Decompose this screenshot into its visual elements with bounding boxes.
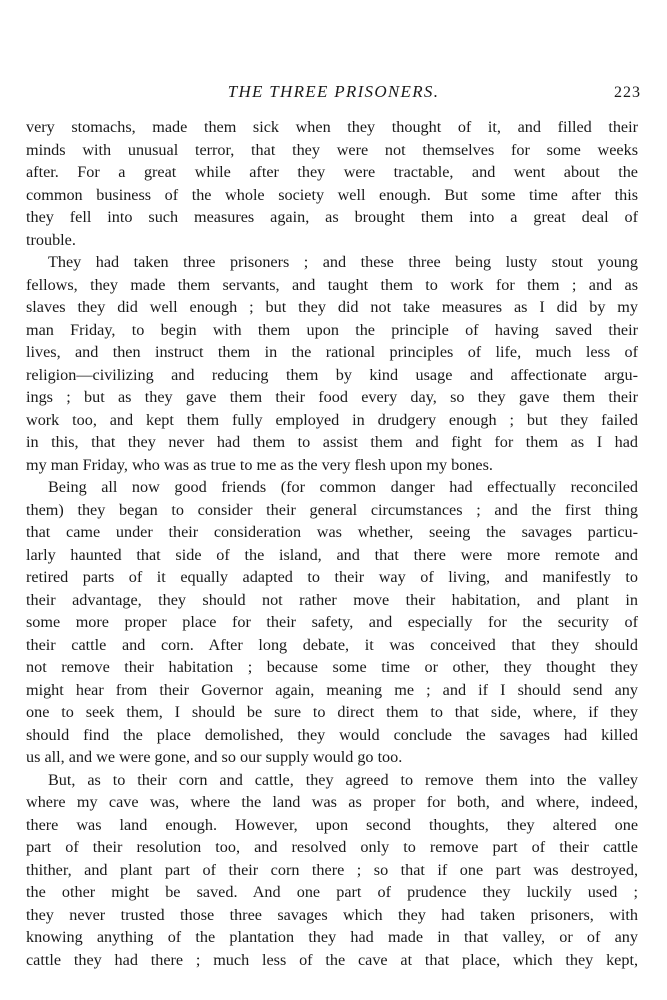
text-line: might hear from their Governor again, meaning me ; and if I should send any: [26, 680, 638, 699]
text-line: common business of the whole society well enough. But some time after this: [26, 185, 638, 204]
text-line: there was land enough. However, upon second thoughts, they altered one: [26, 815, 638, 834]
text-line: very stomachs, made them sick when they thought of it, and filled their: [26, 118, 638, 136]
body-text: [26, 116, 638, 971]
text-line: their cattle and corn. After long debate, it was conceived that they should: [26, 635, 638, 654]
text-line: Being all now good friends (for common danger had effectually reconciled: [48, 478, 638, 496]
text-line: they never trusted those three savages which they had taken prisoners, with: [26, 905, 638, 924]
text-line: not remove their habitation ; because some time or other, they thought they: [26, 658, 638, 676]
text-line: that came under their consideration was whether, seeing the savages particu-: [26, 523, 638, 541]
text-line: they fell into such measures again, as brought them into a great deal of: [26, 208, 638, 226]
text-line: should find the place demolished, they would conclude the savages had killed: [26, 725, 638, 744]
text-line: trouble.: [26, 230, 76, 249]
text-line: after. For a great while after they were tractable, and went about the: [26, 163, 638, 181]
text-line: one to seek them, I should be sure to direct them to that side, where, if they: [26, 703, 638, 721]
running-title: THE THREE PRISONERS.: [227, 82, 440, 101]
text-line: work too, and kept them fully employed in drudgery enough ; but they failed: [26, 410, 638, 429]
text-line: us all, and we were gone, and so our supply would go too.: [26, 748, 403, 766]
text-line: slaves they did well enough ; but they did not take measures as I did by my: [26, 298, 638, 316]
text-line: where my cave was, where the land was as proper for both, and where, indeed,: [26, 793, 638, 811]
page-number: 223: [614, 84, 641, 101]
text-line: them) they began to consider their general circumstances ; and the first thing: [26, 500, 638, 519]
text-line: thither, and plant part of their corn there ; so that if one part was destroyed,: [26, 860, 638, 879]
text-line: my man Friday, who was as true to me as the very flesh upon my bones.: [26, 455, 493, 474]
text-line: man Friday, to begin with them upon the principle of having saved their: [26, 320, 638, 339]
text-line: lives, and then instruct them in the rational principles of life, much less of: [26, 343, 638, 361]
text-line: some more proper place for their safety, and especially for the security of: [26, 613, 638, 631]
text-line: their advantage, they should not rather move their habitation, and plant in: [26, 590, 638, 609]
running-head: [0, 80, 667, 104]
text-line: religion—civilizing and reducing them by kind usage and affectionate argu-: [26, 365, 638, 384]
text-line: cattle they had there ; much less of the cave at that place, which they kept,: [26, 950, 638, 969]
text-line: But, as to their corn and cattle, they agreed to remove them into the valley: [48, 770, 638, 789]
text-line: in this, that they never had them to assist them and fight for them as I had: [26, 433, 638, 451]
text-line: ings ; but as they gave them their food every day, so they gave them their: [26, 388, 638, 406]
text-line: They had taken three prisoners ; and these three being lusty stout young: [48, 253, 638, 271]
text-line: the other might be saved. And one part of prudence they luckily used ;: [26, 883, 638, 901]
text-line: larly haunted that side of the island, and that there were more remote and: [26, 545, 638, 564]
text-line: part of their resolution too, and resolved only to remove part of their cattle: [26, 838, 638, 856]
text-line: knowing anything of the plantation they had made in that valley, or of any: [26, 928, 638, 946]
text-line: minds with unusual terror, that they were not themselves for some weeks: [26, 140, 638, 159]
text-line: retired parts of it equally adapted to their way of living, and manifestly to: [26, 568, 638, 586]
text-line: fellows, they made them servants, and taught them to work for them ; and as: [26, 275, 638, 294]
